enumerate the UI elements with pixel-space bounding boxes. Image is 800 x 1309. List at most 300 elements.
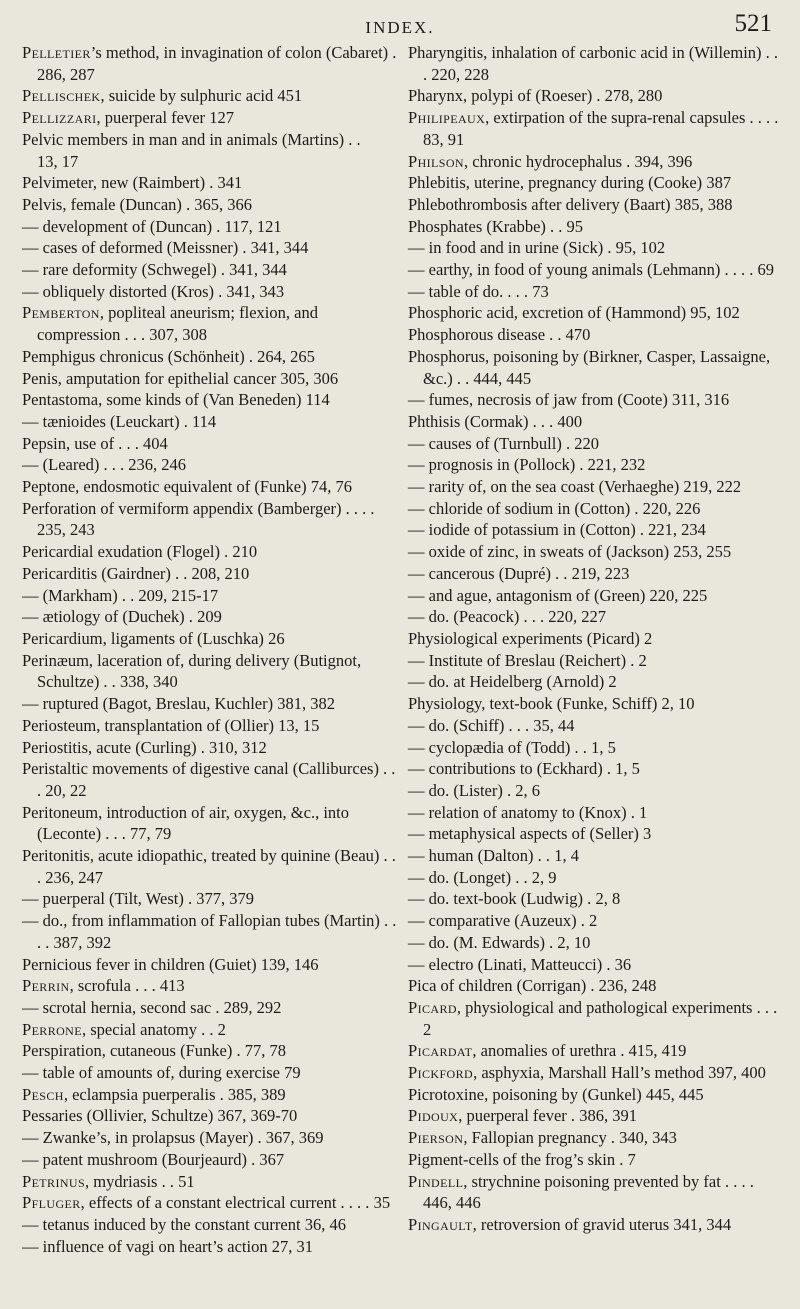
entry-pages: 35, 44 [533,715,575,735]
index-entry [408,541,786,563]
index-entry [408,1214,786,1236]
index-entry [408,85,786,107]
index-entry [22,845,400,888]
entry-pages: 26 [268,628,285,648]
entry-text: , extirpation of the supra-renal capsules . . . . [485,108,779,128]
entry-text: Pericardium, ligaments of (Luschka) [22,628,264,648]
entry-text: — fumes, necrosis of jaw from (Coote) [408,390,668,410]
index-entry [22,715,400,737]
index-entry [408,888,786,910]
index-entry [22,368,400,390]
index-entry [408,758,786,780]
entry-pages: 220 [574,433,599,453]
entry-text: — puerperal (Tilt, West) . [22,889,193,909]
entry-text: — iodide of potassium in (Cotton) . [408,520,645,540]
entry-text: Physiology, text-book (Funke, Schiff) [408,694,658,714]
entry-pages: 77, 79 [130,824,172,844]
entry-text: — development of (Duncan) . [22,216,221,236]
index-entry [22,1084,400,1106]
entry-pages: 139, 146 [260,954,319,974]
entry-text: Picrotoxine, poisoning by (Gunkel) [408,1084,642,1104]
index-entry [408,1105,786,1127]
page-title: INDEX. [365,18,435,37]
entry-pages: 74, 76 [310,477,352,497]
right-index-column [408,42,786,1236]
index-entry [408,1062,786,1084]
index-entry [408,324,786,346]
entry-pages: 73 [532,281,549,301]
index-entry [22,650,400,693]
entry-pages: 2 [644,628,653,648]
index-entry [408,563,786,585]
entry-text: — do. (Longet) . . [408,867,528,887]
index-entry [408,237,786,259]
entry-pages: 400 [557,411,583,431]
index-entry [22,693,400,715]
index-entry [408,693,786,715]
entry-pages: 95, 102 [615,238,666,258]
index-entry [408,975,786,997]
entry-text: Physiological experiments (Picard) [408,628,640,648]
entry-pages: 1 [638,802,648,822]
entry-text: — rare deformity (Schwegel) . [22,260,225,280]
entry-text: , mydriasis . . [85,1171,174,1191]
entry-text: , puerperal fever [96,108,206,128]
entry-pages: 2 [588,911,598,931]
entry-pages: 445, 445 [645,1084,704,1104]
index-entry [22,411,400,433]
entry-pages: 340, 343 [619,1128,677,1148]
index-entry [408,932,786,954]
entry-text: Perspiration, cutaneous (Funke) . [22,1041,241,1061]
entry-text: — do. (Peacock) . . . [408,607,545,627]
index-entry [408,1171,786,1214]
entry-pages: 221, 232 [587,455,646,475]
entry-author: Pellischek [22,86,101,106]
index-entry [22,172,400,194]
entry-text: Periostitis, acute (Curling) . [22,737,205,757]
entry-pages: 338, 340 [119,672,178,692]
index-entry [22,498,400,541]
entry-text: — cases of deformed (Meissner) . [22,238,247,258]
entry-pages: 470 [565,325,591,345]
index-entry [22,1127,400,1149]
entry-text: — contributions to (Eckhard) . [408,759,611,779]
entry-pages: 386, 391 [579,1106,637,1126]
entry-text: , puerperal fever . [458,1106,576,1126]
entry-text: Phosphates (Krabbe) . . [408,216,563,236]
index-entry [22,606,400,628]
entry-pages: 341 [217,173,243,193]
entry-text: — do. text-book (Ludwig) . [408,889,592,909]
entry-pages: 69 [757,260,774,280]
index-entry [408,411,786,433]
index-entry [22,1236,400,1258]
entry-pages: 219, 223 [571,563,630,583]
entry-author: Picardat [408,1041,473,1061]
entry-pages: 235, 243 [37,520,95,540]
entry-pages: 404 [143,433,168,453]
index-entry [22,107,400,129]
index-entry [22,997,400,1019]
index-entry [408,281,786,303]
entry-pages: 209 [197,607,222,627]
entry-text: , Fallopian pregnancy . [463,1128,615,1148]
index-entry [408,867,786,889]
index-entry [22,628,400,650]
entry-text: Pepsin, use of . . . [22,433,139,453]
entry-author: Pingault [408,1214,473,1234]
entry-pages: 377, 379 [196,889,254,909]
entry-author: Pellizzari [22,108,97,128]
index-entry [22,454,400,476]
entry-text: — oxide of zinc, in sweats of (Jackson) [408,542,670,562]
entry-text: Peptone, endosmotic equivalent of (Funke) [22,477,307,497]
entry-text: , strychnine poisoning prevented by fat . . . . [463,1171,754,1191]
entry-pages: 127 [209,108,234,128]
entry-text: Peritonitis, acute idiopathic, treated by quinine (Beau) . . . [22,846,396,887]
index-entry [22,302,400,345]
entry-text: — influence of vagi on heart’s action [22,1236,268,1256]
entry-pages: 367, 369-70 [217,1106,298,1126]
entry-pages: 446, 446 [423,1193,481,1213]
entry-pages: 311, 316 [671,390,730,410]
entry-text: — rarity of, on the sea coast (Verhaeghe) [408,477,680,497]
entry-pages: 2 [423,1019,432,1039]
entry-text: Penis, amputation for epithelial cancer [22,368,277,388]
entry-text: — tetanus induced by the constant current [22,1214,301,1234]
entry-text: — do. (Lister) . [408,780,512,800]
entry-text: — scrotal hernia, second sac . [22,997,220,1017]
entry-pages: 1, 5 [615,759,640,779]
index-entry [408,107,786,150]
entry-text: Periosteum, transplantation of (Ollier) [22,715,275,735]
index-entry [22,433,400,455]
entry-pages: 367 [259,1149,285,1169]
index-entry [408,1127,786,1149]
entry-pages: 365, 366 [194,194,253,214]
entry-pages: 77, 78 [244,1041,286,1061]
index-entry [22,758,400,801]
index-entry [408,151,786,173]
index-entry [408,172,786,194]
entry-pages: 385, 388 [674,194,733,214]
entry-pages: 83, 91 [423,129,465,149]
entry-text: — do. (M. Edwards) . [408,932,554,952]
index-entry [408,585,786,607]
index-entry [408,1149,786,1171]
page-number: 521 [734,10,772,37]
entry-pages: 385, 389 [227,1084,286,1104]
entry-pages: 451 [277,86,303,106]
index-entry [408,389,786,411]
entry-text: , popliteal aneurism; flexion, and compression . . . [37,303,318,345]
entry-text: — Institute of Breslau (Reichert) . [408,650,635,670]
index-entry [408,1040,786,1062]
entry-text: Perforation of vermiform appendix (Bamberger) . . . . [22,498,375,518]
entry-pages: 220, 228 [431,64,489,84]
entry-text: Pharyngitis, inhalation of carbonic acid in (Willemin) . . . [408,43,779,84]
entry-pages: 394, 396 [634,151,693,171]
index-entry [408,433,786,455]
entry-pages: 236, 247 [45,867,103,887]
entry-pages: 3 [643,824,652,844]
entry-text: Pessaries (Ollivier, Schultze) [22,1106,214,1126]
entry-text: Peritoneum, introduction of air, oxygen, &c., into (Leconte) . . . [22,802,349,844]
entry-pages: 236, 246 [128,455,187,475]
entry-pages: 221, 234 [648,520,706,540]
index-entry [408,671,786,693]
entry-text: — causes of (Turnbull) . [408,433,571,453]
index-entry [22,281,400,303]
index-entry [408,715,786,737]
entry-text: — do., from inflammation of Fallopian tubes (Martin) . . . . [22,911,397,952]
index-entry [22,237,400,259]
index-entry [408,997,786,1040]
entry-pages: 79 [284,1063,301,1083]
entry-text: Pica of children (Corrigan) . [408,976,595,996]
entry-text: Perinæum, laceration of, during delivery (Butignot, Schultze) . . [22,650,362,692]
entry-pages: 264, 265 [257,346,315,366]
entry-pages: 35 [373,1193,391,1213]
index-entry [22,1062,400,1084]
index-entry [22,194,400,216]
entry-text: — Zwanke’s, in prolapsus (Mayer) . [22,1128,262,1148]
entry-pages: 13, 17 [37,151,79,171]
index-entry [22,259,400,281]
entry-pages: 2 [638,650,647,670]
index-entry [22,42,400,85]
entry-author: Pfluger [22,1193,81,1213]
entry-text: Phosphorous disease . . [408,325,562,345]
entry-pages: 415, 419 [628,1041,687,1061]
entry-pages: 341, 343 [226,281,285,301]
entry-text: — obliquely distorted (Kros) . [22,281,223,301]
entry-pages: 2, 6 [515,780,540,800]
entry-text: — cyclopædia of (Todd) . . [408,737,587,757]
entry-pages: 7 [627,1149,636,1169]
entry-author: Pemberton [22,303,100,323]
index-entry [22,888,400,910]
index-entry [408,910,786,932]
entry-pages: 220, 227 [548,607,606,627]
index-entry [408,259,786,281]
entry-pages: 341, 344 [229,260,287,280]
entry-text: , physiological and pathological experiments . . . [456,997,778,1017]
entry-pages: 13, 15 [278,715,320,735]
entry-text: — do. (Schiff) . . . [408,715,530,735]
entry-text: Phosphoric acid, excretion of (Hammond) [408,303,687,323]
entry-pages: 381, 382 [277,694,335,714]
index-entry [22,1105,400,1127]
entry-text: — relation of anatomy to (Knox) . [408,802,635,822]
entry-text: — prognosis in (Pollock) . [408,455,584,475]
entry-text: — cancerous (Dupré) . . [408,563,568,583]
entry-pages: 117, 121 [224,216,282,236]
entry-pages: 20, 22 [45,780,87,800]
entry-pages: 387, 392 [53,932,112,952]
entry-text: — in food and in urine (Sick) . [408,238,612,258]
index-entry [22,129,400,172]
entry-pages: 278, 280 [604,86,663,106]
entry-author: Pickford [408,1063,474,1083]
index-entry [22,1040,400,1062]
entry-text: — patent mushroom (Bourjeaurd) . [22,1149,256,1169]
entry-pages: 209, 215-17 [138,585,219,605]
index-entry [22,975,400,997]
entry-text: Pernicious fever in children (Guiet) [22,954,257,974]
entry-text: Pelvimeter, new (Raimbert) . [22,173,214,193]
index-entry [22,1214,400,1236]
entry-author: Pelletier [22,43,91,62]
entry-text: — (Leared) . . . [22,455,125,475]
entry-pages: 397, 400 [708,1063,766,1083]
entry-text: Phlebitis, uterine, pregnancy during (Cooke) [408,173,703,193]
entry-author: Philipeaux [408,108,486,128]
index-entry [22,1149,400,1171]
entry-pages: 114 [192,411,217,431]
entry-text: — comparative (Auzeux) . [408,911,585,931]
entry-pages: 341, 344 [673,1214,732,1234]
index-entry [408,606,786,628]
index-entry [408,780,786,802]
index-entry [22,85,400,107]
entry-pages: 219, 222 [683,477,742,497]
index-entry [408,498,786,520]
index-entry [408,823,786,845]
index-entry [408,954,786,976]
index-entry [408,845,786,867]
entry-pages: 2, 10 [661,694,695,714]
entry-text: Phthisis (Cormak) . . . [408,411,554,431]
index-entry [22,476,400,498]
index-entry [22,737,400,759]
index-entry [22,1019,400,1041]
entry-text: ’s method, in invagination of colon (Cabaret) . [90,43,397,62]
entry-text: — earthy, in food of young animals (Lehmann) . . . . [408,260,754,280]
entry-text: — tænioides (Leuckart) . [22,411,188,431]
entry-text: — and ague, antagonism of (Green) [408,585,646,605]
index-entry [408,476,786,498]
entry-author: Philson [408,151,464,171]
index-entry [408,194,786,216]
entry-pages: 1, 4 [554,846,579,866]
index-entry [408,216,786,238]
entry-pages: 51 [178,1171,195,1191]
entry-text: Pigment-cells of the frog’s skin . [408,1149,624,1169]
entry-text: — human (Dalton) . . [408,846,551,866]
entry-text: — table of do. . . . [408,281,529,301]
index-entry [408,454,786,476]
entry-text: , retroversion of gravid uterus [472,1214,670,1234]
index-entry [22,346,400,368]
entry-pages: 36, 46 [304,1214,346,1234]
entry-text: — ruptured (Bagot, Breslau, Kuchler) [22,694,274,714]
index-entry [22,585,400,607]
entry-text: Pelvis, female (Duncan) . [22,194,191,214]
index-entry [408,802,786,824]
entry-pages: 341, 344 [250,238,309,258]
entry-author: Picard [408,997,457,1017]
index-entry [22,563,400,585]
entry-pages: 413 [159,976,185,996]
entry-text: , special anatomy . . [81,1019,214,1039]
index-entry [22,216,400,238]
index-entry [22,541,400,563]
entry-text: , suicide by sulphuric acid [100,86,274,106]
entry-text: Pericarditis (Gairdner) . . [22,563,188,583]
entry-text: , eclampsia puerperalis . [63,1084,224,1104]
entry-author: Pierson [408,1128,464,1148]
index-entry [22,1192,400,1214]
entry-pages: 2 [608,672,617,692]
index-entry [22,389,400,411]
entry-text: — do. at Heidelberg (Arnold) [408,672,605,692]
entry-pages: 95, 102 [690,303,740,323]
entry-pages: 208, 210 [191,563,250,583]
entry-text: , anomalies of urethra . [472,1041,625,1061]
index-entry [22,910,400,953]
left-index-column [22,42,400,1257]
entry-text: , asphyxia, Marshall Hall’s method [473,1063,705,1083]
index-entry [408,1084,786,1106]
entry-pages: 236, 248 [598,976,657,996]
entry-text: Pemphigus chronicus (Schönheit) . [22,346,253,366]
entry-pages: 2, 10 [557,932,591,952]
entry-text: — electro (Linati, Matteucci) . [408,954,611,974]
entry-author: Perrin [22,976,70,996]
entry-text: Phlebothrombosis after delivery (Baart) [408,194,671,214]
entry-author: Pidoux [408,1106,459,1126]
entry-pages: 27, 31 [271,1236,313,1256]
entry-text: — table of amounts of, during exercise [22,1063,280,1083]
index-entry [22,954,400,976]
entry-text: , scrofula . . . [69,976,156,996]
index-entry [408,302,786,324]
entry-pages: 444, 445 [473,368,532,388]
entry-pages: 387 [706,173,732,193]
entry-pages: 286, 287 [37,64,95,84]
index-entry [22,802,400,845]
entry-text: Phosphorus, poisoning by (Birkner, Casper, Lassaigne, &c.) . . [408,346,771,388]
entry-pages: 367, 369 [265,1128,324,1148]
entry-text: — metaphysical aspects of (Seller) [408,824,639,844]
entry-pages: 253, 255 [673,542,732,562]
index-entry [408,737,786,759]
entry-text: — (Markham) . . [22,585,135,605]
entry-author: Perrone [22,1019,82,1039]
entry-pages: 2, 8 [595,889,621,909]
entry-pages: 2 [217,1019,226,1039]
entry-pages: 310, 312 [208,737,267,757]
entry-pages: 220, 225 [649,585,708,605]
entry-pages: 210 [232,542,258,562]
entry-text: , chronic hydrocephalus . [463,151,631,171]
entry-pages: 220, 226 [642,498,701,518]
index-entry [408,519,786,541]
entry-text: Peristaltic movements of digestive canal (Calliburces) . . . [22,759,396,800]
index-entry [22,1171,400,1193]
entry-author: Pindell [408,1171,464,1191]
entry-pages: 289, 292 [223,997,282,1017]
entry-pages: 1, 5 [591,737,616,757]
entry-text: Pharynx, polypi of (Roeser) . [408,86,601,106]
entry-text: Pelvic members in man and in animals (Martins) . . [22,129,361,149]
index-entry [408,42,786,85]
entry-pages: 95 [566,216,584,236]
entry-author: Petrinus [22,1171,86,1191]
entry-text: — ætiology of (Duchek) . [22,607,193,627]
